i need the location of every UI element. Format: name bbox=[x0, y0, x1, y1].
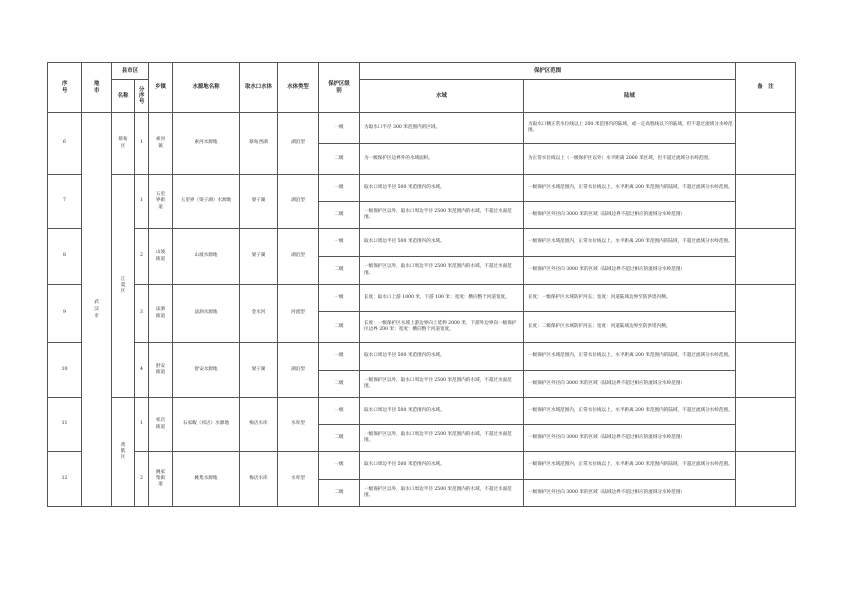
header-protection-level: 保护区级别 bbox=[319, 63, 360, 113]
seq-cell: 11 bbox=[48, 398, 82, 452]
land-area-cell: 一级保护区水域范围内，正常水位线以上，水平距离 200 米范围内的陆域，不超过流域分水岭范围。 bbox=[524, 452, 736, 480]
land-area-cell: 一级保护区外径向 3000 米的区域（陆域边界不超过相应的流域分水岭范围） bbox=[524, 371, 736, 398]
remarks-cell bbox=[736, 175, 796, 229]
seq-cell: 9 bbox=[48, 285, 82, 343]
source-name-cell: 索河水源地 bbox=[173, 113, 240, 175]
level-cell: 二级 bbox=[319, 480, 360, 507]
water-source-protection-table bbox=[47, 62, 796, 507]
water-area-cell: 一级保护区以外，取水口周边半径 2500 米范围内的水域，不超过水面范围。 bbox=[360, 425, 524, 452]
land-area-cell: 为取水口侧正常水位线以上 200 米范围内的陆域，或一定高程线以下的陆域，但不超过流域分水岭范围。 bbox=[524, 113, 736, 144]
seq-cell: 10 bbox=[48, 343, 82, 398]
source-name-cell: 五里界（梁子湖）水源地 bbox=[173, 175, 240, 229]
land-area-cell: 一级保护区外径向 3000 米的区域（陆域边界不超过相应的流域分水岭范围） bbox=[524, 480, 736, 507]
seq-cell: 7 bbox=[48, 175, 82, 229]
land-area-cell: 长度：二级保护区水域防护河长；宽度：河道陆域边界至防洪堤内侧。 bbox=[524, 312, 736, 343]
water-type-cell: 湖泊型 bbox=[278, 229, 319, 285]
township-cell: 祁店街道 bbox=[149, 398, 173, 452]
level-cell: 一级 bbox=[319, 343, 360, 371]
remarks-cell bbox=[736, 113, 796, 175]
intake-cell: 梁子湖 bbox=[240, 175, 278, 229]
township-cell: 舒安街道 bbox=[149, 343, 173, 398]
township-cell: 索河镇 bbox=[149, 113, 173, 175]
table-row bbox=[48, 452, 796, 480]
level-cell: 二级 bbox=[319, 312, 360, 343]
sub-seq-cell: 1 bbox=[135, 175, 149, 229]
sub-seq-cell: 1 bbox=[135, 398, 149, 452]
sub-seq-cell: 2 bbox=[135, 229, 149, 285]
source-name-cell: 山坡水源地 bbox=[173, 229, 240, 285]
header-city: 地市 bbox=[82, 63, 112, 113]
water-area-cell: 取水口周边半径 500 米范围内的水域。 bbox=[360, 175, 524, 202]
header-water-type: 水体类型 bbox=[278, 63, 319, 113]
header-land-area: 陆域 bbox=[524, 80, 736, 113]
land-area-cell: 一级保护区水域范围内，正常水位线以上，水平距离 200 米范围内的陆域，不超过流域分水岭范围。 bbox=[524, 175, 736, 202]
intake-cell: 梁子湖 bbox=[240, 343, 278, 398]
intake-cell: 梁子湖 bbox=[240, 229, 278, 285]
table-row bbox=[48, 229, 796, 257]
township-cell: 法泗街道 bbox=[149, 285, 173, 343]
land-area-cell: 一级保护区外径向 3000 米的区域（陆域边界不超过相应的流域分水岭范围） bbox=[524, 257, 736, 285]
level-cell: 一级 bbox=[319, 113, 360, 144]
water-area-cell: 取水口周边半径 500 米范围内的水域。 bbox=[360, 452, 524, 480]
county-name-cell: 江夏区 bbox=[112, 175, 135, 398]
water-area-cell: 为取水口半径 300 米范围内的区域。 bbox=[360, 113, 524, 144]
intake-cell: 梅店水库 bbox=[240, 452, 278, 507]
land-area-cell: 一级保护区外径向 3000 米的区域（陆域边界不超过相应的流域分水岭范围） bbox=[524, 425, 736, 452]
water-type-cell: 河流型 bbox=[278, 285, 319, 343]
level-cell: 一级 bbox=[319, 175, 360, 202]
land-area-cell: 长度：一级保护区水域防护河长；宽度：河道陆域边界至防洪堤内侧。 bbox=[524, 285, 736, 312]
seq-cell: 8 bbox=[48, 229, 82, 285]
intake-cell: 梅店水库 bbox=[240, 398, 278, 452]
land-area-cell: 一级保护区外径向 3000 米的区域（陆域边界不超过相应的流域分水岭范围） bbox=[524, 202, 736, 229]
table-row bbox=[48, 343, 796, 371]
water-area-cell: 取水口周边半径 500 米范围内的水域。 bbox=[360, 343, 524, 371]
level-cell: 二级 bbox=[319, 144, 360, 175]
township-cell: 五里界街道 bbox=[149, 175, 173, 229]
water-type-cell: 湖泊型 bbox=[278, 343, 319, 398]
water-area-cell: 一级保护区以外，取水口周边半径 2500 米范围内的水域，不超过水面范围。 bbox=[360, 371, 524, 398]
level-cell: 二级 bbox=[319, 257, 360, 285]
land-area-cell: 一级保护区水域范围内，正常水位线以上，水平距离 200 米范围内的陆域，不超过流域分水岭范围。 bbox=[524, 398, 736, 425]
source-name-cell: 石家畈（祁店）水源地 bbox=[173, 398, 240, 452]
header-water-area: 水域 bbox=[360, 80, 524, 113]
water-area-cell: 一级保护区以外，取水口周边半径 2500 米范围内的水域，不超过水面范围。 bbox=[360, 202, 524, 229]
table-row bbox=[48, 398, 796, 425]
level-cell: 一级 bbox=[319, 452, 360, 480]
water-type-cell: 湖泊型 bbox=[278, 175, 319, 229]
table-row bbox=[48, 113, 796, 144]
header-county-name: 名称 bbox=[112, 80, 135, 113]
water-area-cell: 长度：取水口上游 1000 米，下游 100 米；宽度：横向整个河道宽度。 bbox=[360, 285, 524, 312]
land-area-cell: 为正常水位线以上（一级保护区以外）水平距离 2000 米区域，但不超过流域分水岭范围。 bbox=[524, 144, 736, 175]
remarks-cell bbox=[736, 398, 796, 452]
header-county-group: 县市区 bbox=[112, 63, 149, 80]
table-row bbox=[48, 175, 796, 202]
township-cell: 山坡街道 bbox=[149, 229, 173, 285]
header-township: 乡镇 bbox=[149, 63, 173, 113]
remarks-cell bbox=[736, 285, 796, 343]
land-area-cell: 一级保护区水域范围内，正常水位线以上，水平距离 200 米范围内的陆域，不超过流域分水岭范围。 bbox=[524, 229, 736, 257]
level-cell: 一级 bbox=[319, 229, 360, 257]
header-remarks: 备 注 bbox=[736, 63, 796, 113]
level-cell: 二级 bbox=[319, 202, 360, 229]
header-county-seq: 分序号 bbox=[135, 80, 149, 113]
level-cell: 二级 bbox=[319, 371, 360, 398]
level-cell: 二级 bbox=[319, 425, 360, 452]
seq-cell: 12 bbox=[48, 452, 82, 507]
county-name-cell: 黄陂区 bbox=[112, 398, 135, 507]
water-type-cell: 水库型 bbox=[278, 398, 319, 452]
header-source-name: 水源地名称 bbox=[173, 63, 240, 113]
water-type-cell: 水库型 bbox=[278, 452, 319, 507]
remarks-cell bbox=[736, 452, 796, 507]
water-area-cell: 取水口周边半径 500 米范围内的水域。 bbox=[360, 229, 524, 257]
header-seq: 序号 bbox=[48, 63, 82, 113]
level-cell: 一级 bbox=[319, 285, 360, 312]
level-cell: 一级 bbox=[319, 398, 360, 425]
remarks-cell bbox=[736, 229, 796, 285]
header-intake-water: 取水口水体 bbox=[240, 63, 278, 113]
land-area-cell: 一级保护区水域范围内，正常水位线以上，水平距离 200 米范围内的陆域，不超过流域分水岭范围。 bbox=[524, 343, 736, 371]
remarks-cell bbox=[736, 343, 796, 398]
sub-seq-cell: 4 bbox=[135, 343, 149, 398]
sub-seq-cell: 2 bbox=[135, 452, 149, 507]
header-protection-range: 保护区范围 bbox=[360, 63, 736, 80]
water-area-cell: 一级保护区以外，取水口周边半径 2500 米范围内的水域，不超过水面范围。 bbox=[360, 257, 524, 285]
water-area-cell: 一级保护区以外，取水口周边半径 2500 米范围内的水域，不超过水面范围。 bbox=[360, 480, 524, 507]
water-area-cell: 为一级保护区边界外的水域面积。 bbox=[360, 144, 524, 175]
source-name-cell: 舒安水源地 bbox=[173, 343, 240, 398]
city-cell: 武汉市 bbox=[82, 113, 112, 507]
seq-cell: 6 bbox=[48, 113, 82, 175]
source-name-cell: 法泗水源地 bbox=[173, 285, 240, 343]
sub-seq-cell: 3 bbox=[135, 285, 149, 343]
county-name-cell: 蔡甸区 bbox=[112, 113, 135, 175]
source-name-cell: 姚集水源地 bbox=[173, 452, 240, 507]
water-area-cell: 长度：一级保护区水域上游边界向上延伸 2000 米，下游外边界向一级保护区边界 200 米；宽度：横向整个河道宽度。 bbox=[360, 312, 524, 343]
intake-cell: 金水河 bbox=[240, 285, 278, 343]
table-row bbox=[48, 285, 796, 312]
township-cell: 姚家集街道 bbox=[149, 452, 173, 507]
intake-cell: 蔡甸西湖 bbox=[240, 113, 278, 175]
water-type-cell: 湖泊型 bbox=[278, 113, 319, 175]
water-area-cell: 取水口周边半径 500 米范围内的水域。 bbox=[360, 398, 524, 425]
sub-seq-cell: 1 bbox=[135, 113, 149, 175]
